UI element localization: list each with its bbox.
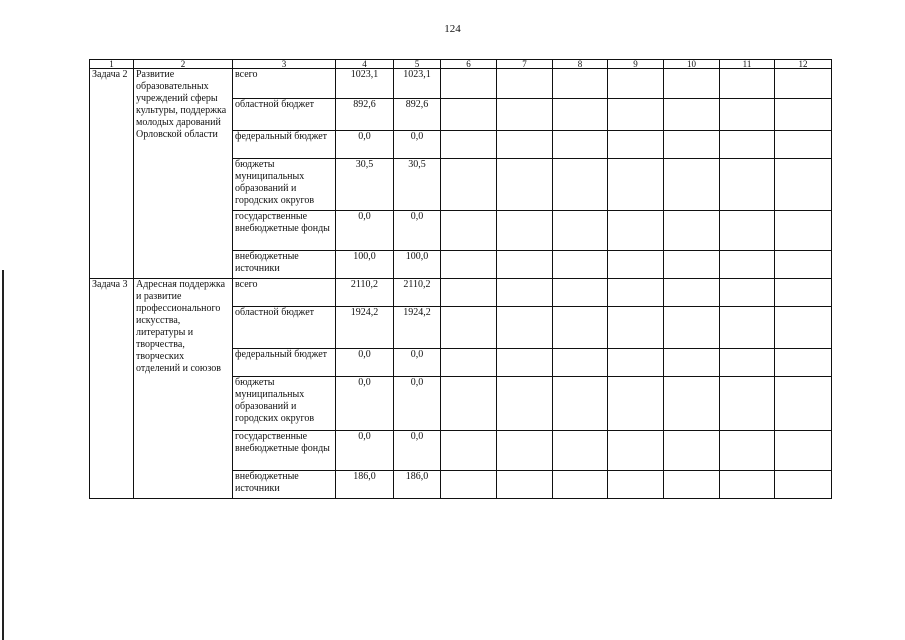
- column-number-header: 6: [441, 60, 497, 69]
- empty-cell: [553, 131, 608, 159]
- empty-cell: [441, 211, 497, 251]
- empty-cell: [553, 251, 608, 279]
- empty-cell: [664, 251, 720, 279]
- empty-cell: [720, 471, 775, 499]
- empty-cell: [608, 349, 664, 377]
- empty-cell: [608, 279, 664, 307]
- amount-cell: 1924,2: [394, 307, 441, 349]
- page-number: 124: [444, 23, 461, 35]
- empty-cell: [441, 377, 497, 431]
- amount-cell: 186,0: [394, 471, 441, 499]
- empty-cell: [720, 307, 775, 349]
- amount-cell: 0,0: [336, 349, 394, 377]
- empty-cell: [775, 99, 832, 131]
- column-number-header: 8: [553, 60, 608, 69]
- empty-cell: [441, 431, 497, 471]
- funding-source: федеральный бюджет: [233, 131, 336, 159]
- empty-cell: [553, 211, 608, 251]
- funding-source: государственные внебюджетные фонды: [233, 211, 336, 251]
- empty-cell: [553, 349, 608, 377]
- amount-cell: 0,0: [394, 211, 441, 251]
- empty-cell: [497, 131, 553, 159]
- amount-cell: 100,0: [394, 251, 441, 279]
- empty-cell: [608, 377, 664, 431]
- empty-cell: [608, 69, 664, 99]
- budget-table: [89, 59, 832, 499]
- empty-cell: [497, 431, 553, 471]
- column-number-header: 1: [90, 60, 134, 69]
- amount-cell: 186,0: [336, 471, 394, 499]
- funding-source: бюджеты муниципальных образований и городских округов: [233, 159, 336, 211]
- column-number-header: 10: [664, 60, 720, 69]
- funding-source: внебюджетные источники: [233, 251, 336, 279]
- empty-cell: [775, 251, 832, 279]
- column-number-header: 5: [394, 60, 441, 69]
- amount-cell: 0,0: [394, 377, 441, 431]
- empty-cell: [664, 377, 720, 431]
- empty-cell: [775, 349, 832, 377]
- amount-cell: 0,0: [336, 131, 394, 159]
- empty-cell: [441, 251, 497, 279]
- amount-cell: 892,6: [394, 99, 441, 131]
- empty-cell: [553, 69, 608, 99]
- empty-cell: [608, 99, 664, 131]
- column-number-header: 4: [336, 60, 394, 69]
- empty-cell: [553, 307, 608, 349]
- amount-cell: 100,0: [336, 251, 394, 279]
- empty-cell: [497, 159, 553, 211]
- table-row: [90, 279, 832, 307]
- empty-cell: [608, 211, 664, 251]
- empty-cell: [497, 99, 553, 131]
- empty-cell: [608, 131, 664, 159]
- empty-cell: [441, 69, 497, 99]
- empty-cell: [608, 431, 664, 471]
- empty-cell: [720, 69, 775, 99]
- empty-cell: [497, 279, 553, 307]
- column-number-header: 7: [497, 60, 553, 69]
- empty-cell: [441, 99, 497, 131]
- scan-edge-line: [2, 270, 4, 640]
- amount-cell: 2110,2: [394, 279, 441, 307]
- amount-cell: 0,0: [336, 377, 394, 431]
- empty-cell: [664, 307, 720, 349]
- empty-cell: [553, 471, 608, 499]
- empty-cell: [720, 431, 775, 471]
- empty-cell: [441, 131, 497, 159]
- empty-cell: [553, 431, 608, 471]
- amount-cell: 2110,2: [336, 279, 394, 307]
- empty-cell: [664, 431, 720, 471]
- task-description: Адресная поддержка и развитие профессионального искусства, литературы и творчества, творческих отделений и союзов: [134, 279, 233, 499]
- empty-cell: [664, 99, 720, 131]
- empty-cell: [441, 471, 497, 499]
- empty-cell: [720, 377, 775, 431]
- empty-cell: [775, 307, 832, 349]
- column-number-header: 9: [608, 60, 664, 69]
- column-number-header: 12: [775, 60, 832, 69]
- funding-source: областной бюджет: [233, 99, 336, 131]
- empty-cell: [720, 211, 775, 251]
- amount-cell: 892,6: [336, 99, 394, 131]
- column-number-header: 2: [134, 60, 233, 69]
- empty-cell: [497, 69, 553, 99]
- empty-cell: [497, 377, 553, 431]
- empty-cell: [664, 159, 720, 211]
- empty-cell: [553, 159, 608, 211]
- empty-cell: [775, 159, 832, 211]
- amount-cell: 1924,2: [336, 307, 394, 349]
- empty-cell: [720, 159, 775, 211]
- empty-cell: [720, 279, 775, 307]
- column-number-header: 11: [720, 60, 775, 69]
- empty-cell: [441, 279, 497, 307]
- empty-cell: [720, 251, 775, 279]
- empty-cell: [441, 159, 497, 211]
- amount-cell: 1023,1: [336, 69, 394, 99]
- empty-cell: [664, 69, 720, 99]
- amount-cell: 0,0: [394, 431, 441, 471]
- empty-cell: [441, 349, 497, 377]
- empty-cell: [664, 471, 720, 499]
- amount-cell: 30,5: [336, 159, 394, 211]
- funding-source: внебюджетные источники: [233, 471, 336, 499]
- empty-cell: [497, 471, 553, 499]
- empty-cell: [497, 349, 553, 377]
- empty-cell: [720, 349, 775, 377]
- task-label: Задача 3: [90, 279, 134, 499]
- empty-cell: [608, 159, 664, 211]
- task-description: Развитие образовательных учреждений сферы культуры, поддержка молодых дарований Орловской области: [134, 69, 233, 279]
- header-row: [90, 60, 832, 69]
- empty-cell: [775, 431, 832, 471]
- empty-cell: [775, 131, 832, 159]
- empty-cell: [608, 307, 664, 349]
- funding-source: бюджеты муниципальных образований и городских округов: [233, 377, 336, 431]
- empty-cell: [775, 377, 832, 431]
- empty-cell: [497, 251, 553, 279]
- empty-cell: [441, 307, 497, 349]
- empty-cell: [497, 211, 553, 251]
- amount-cell: 0,0: [336, 431, 394, 471]
- empty-cell: [664, 279, 720, 307]
- empty-cell: [664, 211, 720, 251]
- empty-cell: [664, 349, 720, 377]
- column-number-header: 3: [233, 60, 336, 69]
- empty-cell: [664, 131, 720, 159]
- task-label: Задача 2: [90, 69, 134, 279]
- empty-cell: [775, 69, 832, 99]
- funding-source: областной бюджет: [233, 307, 336, 349]
- funding-source: государственные внебюджетные фонды: [233, 431, 336, 471]
- amount-cell: 30,5: [394, 159, 441, 211]
- table-row: [90, 69, 832, 99]
- empty-cell: [553, 99, 608, 131]
- amount-cell: 0,0: [336, 211, 394, 251]
- empty-cell: [775, 471, 832, 499]
- empty-cell: [608, 251, 664, 279]
- empty-cell: [720, 99, 775, 131]
- empty-cell: [775, 279, 832, 307]
- empty-cell: [553, 377, 608, 431]
- funding-source: всего: [233, 279, 336, 307]
- empty-cell: [553, 279, 608, 307]
- funding-source: федеральный бюджет: [233, 349, 336, 377]
- amount-cell: 0,0: [394, 131, 441, 159]
- empty-cell: [720, 131, 775, 159]
- amount-cell: 0,0: [394, 349, 441, 377]
- empty-cell: [775, 211, 832, 251]
- funding-source: всего: [233, 69, 336, 99]
- empty-cell: [497, 307, 553, 349]
- amount-cell: 1023,1: [394, 69, 441, 99]
- empty-cell: [608, 471, 664, 499]
